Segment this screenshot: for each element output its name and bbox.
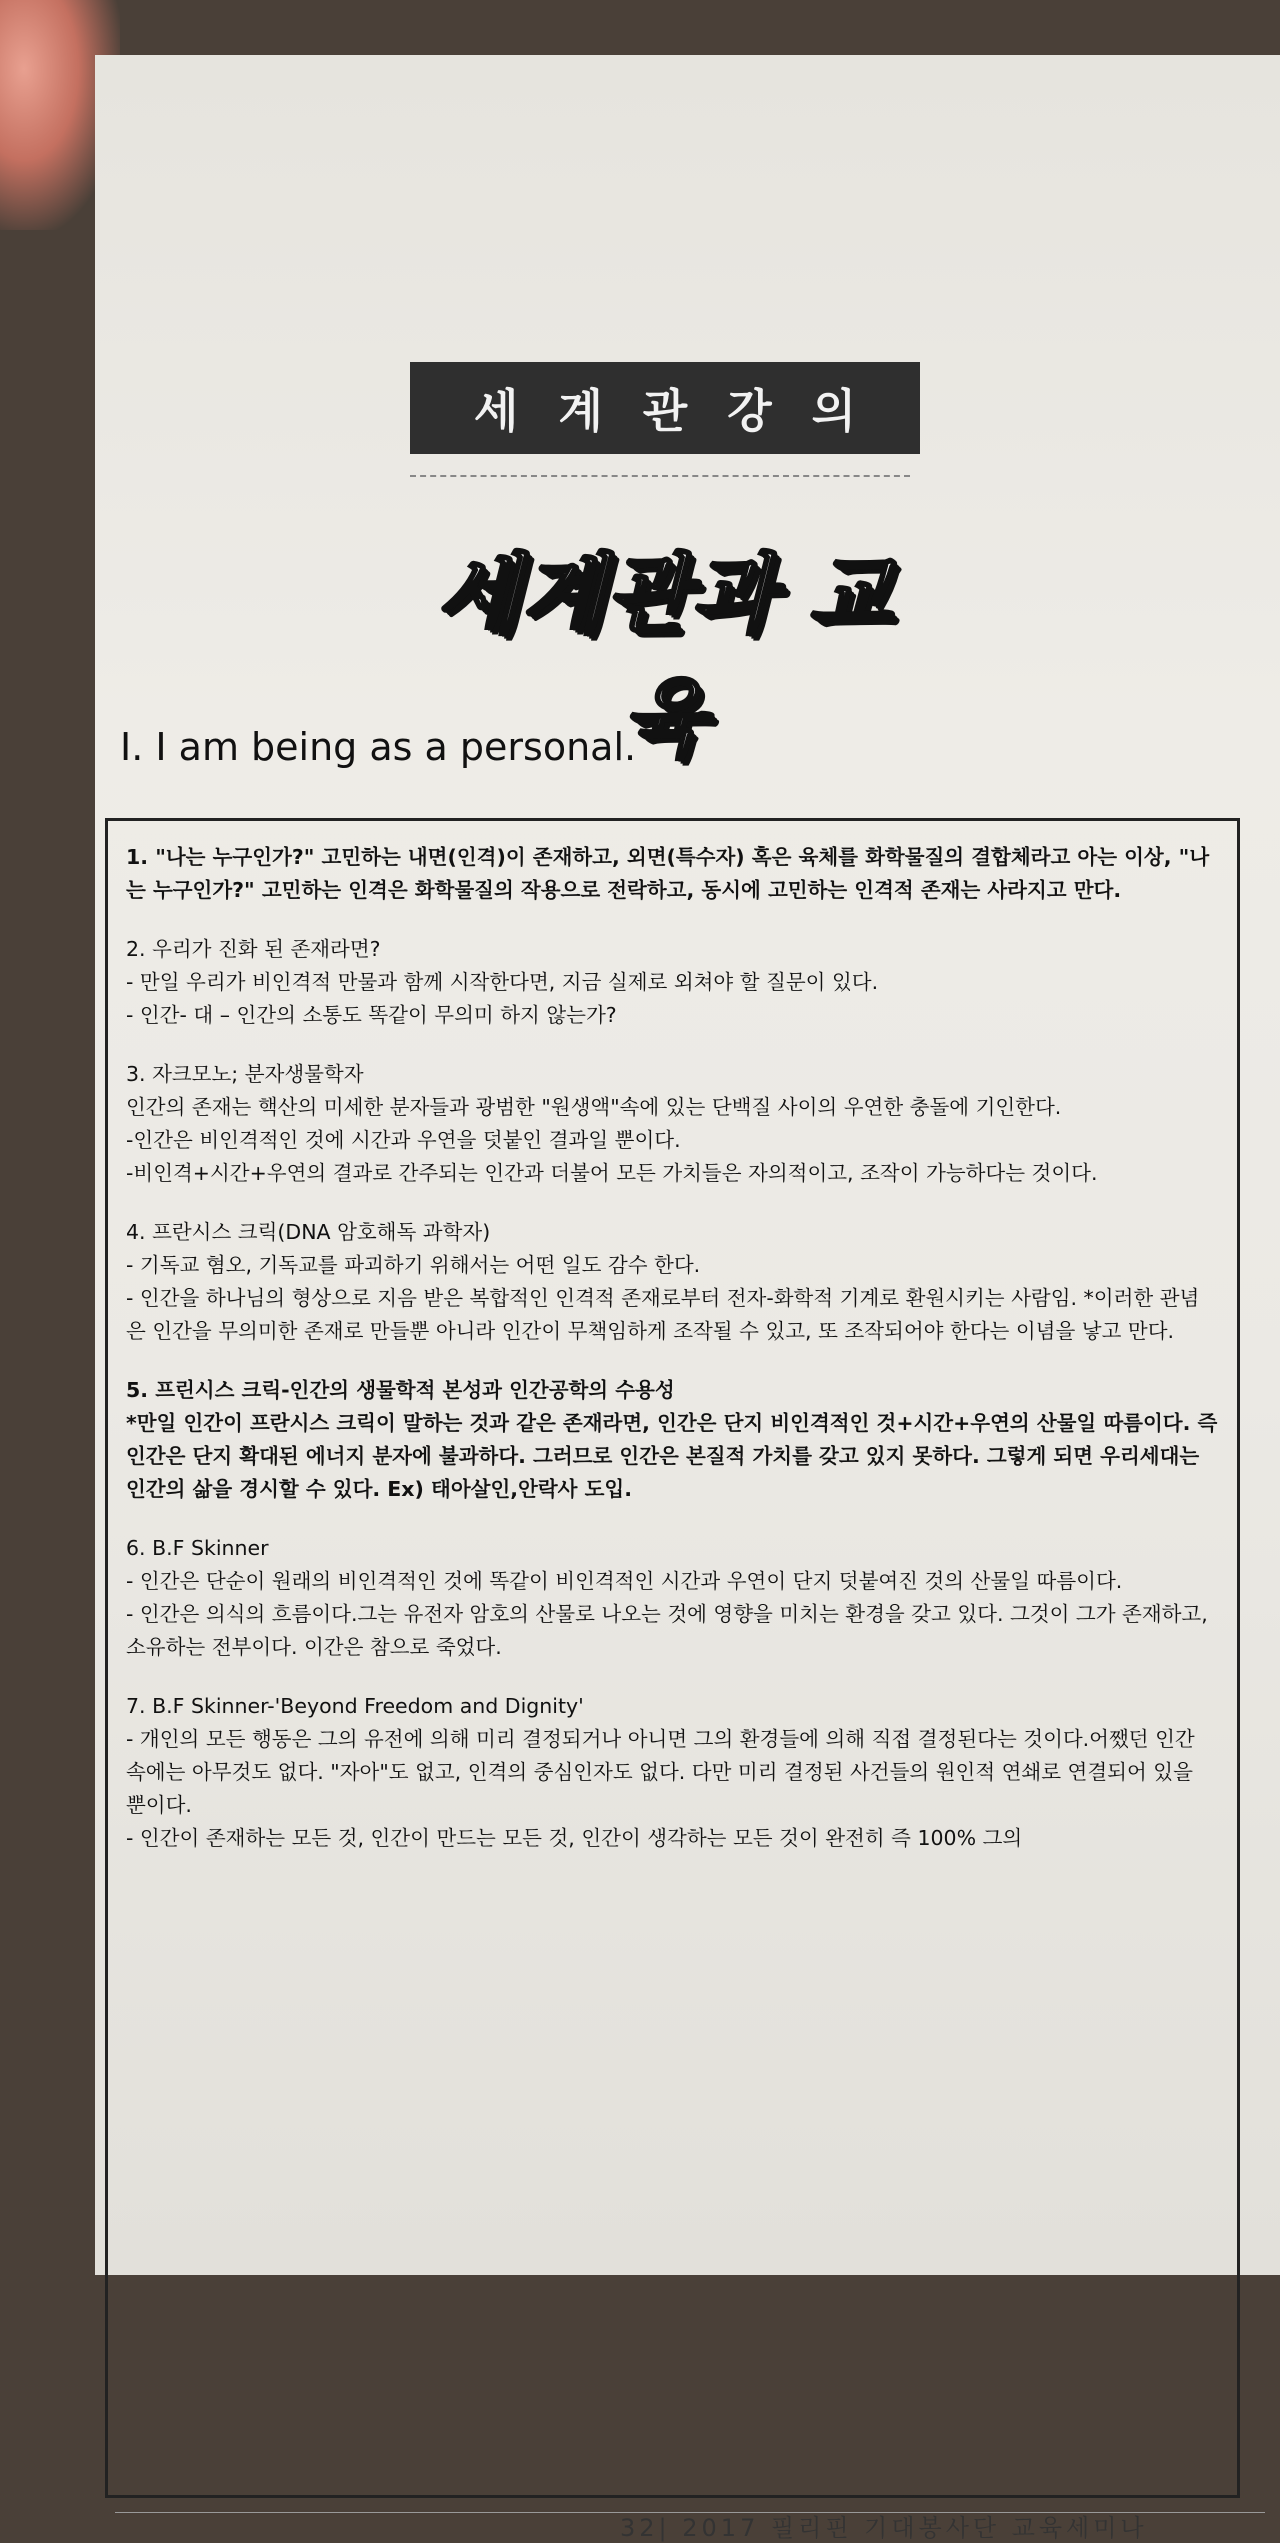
item-line: 인간의 존재는 핵산의 미세한 분자들과 광범한 "원생액"속에 있는 단백질 사이의 우연한 충돌에 기인한다. <box>126 1095 1062 1119</box>
page-footer: 32| 2017 필리핀 기대봉사단 교육세미나 <box>620 2514 1148 2542</box>
item-6 <box>126 1532 1219 1664</box>
item-title: 2. 우리가 진화 된 존재라면? <box>126 937 381 961</box>
item-line: - 인간은 단순이 원래의 비인격적인 것에 똑같이 비인격적인 시간과 우연이 단지 덧붙여진 것의 산물일 따름이다. <box>126 1569 1123 1593</box>
item-4 <box>126 1216 1219 1348</box>
item-line: *만일 인간이 프란시스 크릭이 말하는 것과 같은 존재라면, 인간은 단지 비인격적인 것+시간+우연의 산물일 따름이다. 즉 인간은 단지 확대된 에너지 분자에 불과하다. 그러므로 인간은 본질적 가치를 갖고 있지 못하다. 그렇게 되면 우리세대는 인간의 삶을 경시할 수 있다. Ex) 태아살인,안락사 도입. <box>126 1411 1218 1501</box>
item-3 <box>126 1058 1219 1190</box>
section-heading: I. I am being as a personal. <box>120 725 637 769</box>
item-title: 4. 프란시스 크릭(DNA 암호해독 과학자) <box>126 1220 491 1244</box>
item-line: - 개인의 모든 행동은 그의 유전에 의해 미리 결정되거나 아니면 그의 환경들에 의해 직접 결정된다는 것이다.어쨌던 인간 속에는 아무것도 없다. "자아"도 없고, 인격의 중심인자도 없다. 다만 미리 결정된 사건들의 원인적 연쇄로 연결되어 있을 뿐이다. <box>126 1727 1195 1817</box>
page-title: 세계관과 교육 <box>436 545 894 769</box>
item-1 <box>126 841 1219 907</box>
item-line: - 인간- 대 – 인간의 소통도 똑같이 무의미 하지 않는가? <box>126 1003 617 1027</box>
item-5 <box>126 1374 1219 1506</box>
item-title: 5. 프린시스 크릭-인간의 생물학적 본성과 인간공학의 수용성 <box>126 1378 675 1402</box>
header-divider <box>410 475 910 477</box>
content-box <box>105 818 1240 2498</box>
item-line: -비인격+시간+우연의 결과로 간주되는 인간과 더불어 모든 가치들은 자의적이고, 조작이 가능하다는 것이다. <box>126 1161 1098 1185</box>
item-title: 1. "나는 누구인가?" 고민하는 내면(인격)이 존재하고, 외면(특수자) 혹은 육체를 화학물질의 결합체라고 아는 이상, "나는 누구인가?" 고민하는 인격은 화학물질의 작용으로 전락하고, 동시에 고민하는 인격적 존재는 사라지고 만다. <box>126 845 1210 902</box>
item-title: 3. 자크모노; 분자생물학자 <box>126 1062 364 1086</box>
header-label: 세계관강의 <box>410 362 920 454</box>
item-line: - 인간을 하나님의 형상으로 지음 받은 복합적인 인격적 존재로부터 전자-화학적 기계로 환원시키는 사람임. *이러한 관념은 인간을 무의미한 존재로 만들뿐 아니라 인간이 무책임하게 조작될 수 있고, 또 조작되어야 한다는 이념을 낳고 만다. <box>126 1286 1200 1343</box>
item-title: 6. B.F Skinner <box>126 1536 269 1560</box>
item-line: - 만일 우리가 비인격적 만물과 함께 시작한다면, 지금 실제로 외쳐야 할 질문이 있다. <box>126 970 879 994</box>
item-line: - 인간이 존재하는 모든 것, 인간이 만드는 모든 것, 인간이 생각하는 모든 것이 완전히 즉 100% 그의 <box>126 1826 1023 1850</box>
item-2 <box>126 933 1219 1032</box>
item-line: - 기독교 혐오, 기독교를 파괴하기 위해서는 어떤 일도 감수 한다. <box>126 1253 701 1277</box>
item-7 <box>126 1690 1219 1855</box>
item-title: 7. B.F Skinner-'Beyond Freedom and Dignity' <box>126 1694 584 1718</box>
item-line: -인간은 비인격적인 것에 시간과 우연을 덧붙인 결과일 뿐이다. <box>126 1128 681 1152</box>
item-line: - 인간은 의식의 흐름이다.그는 유전자 암호의 산물로 나오는 것에 영향을 미치는 환경을 갖고 있다. 그것이 그가 존재하고, 소유하는 전부이다. 이간은 참으로 죽었다. <box>126 1602 1208 1659</box>
